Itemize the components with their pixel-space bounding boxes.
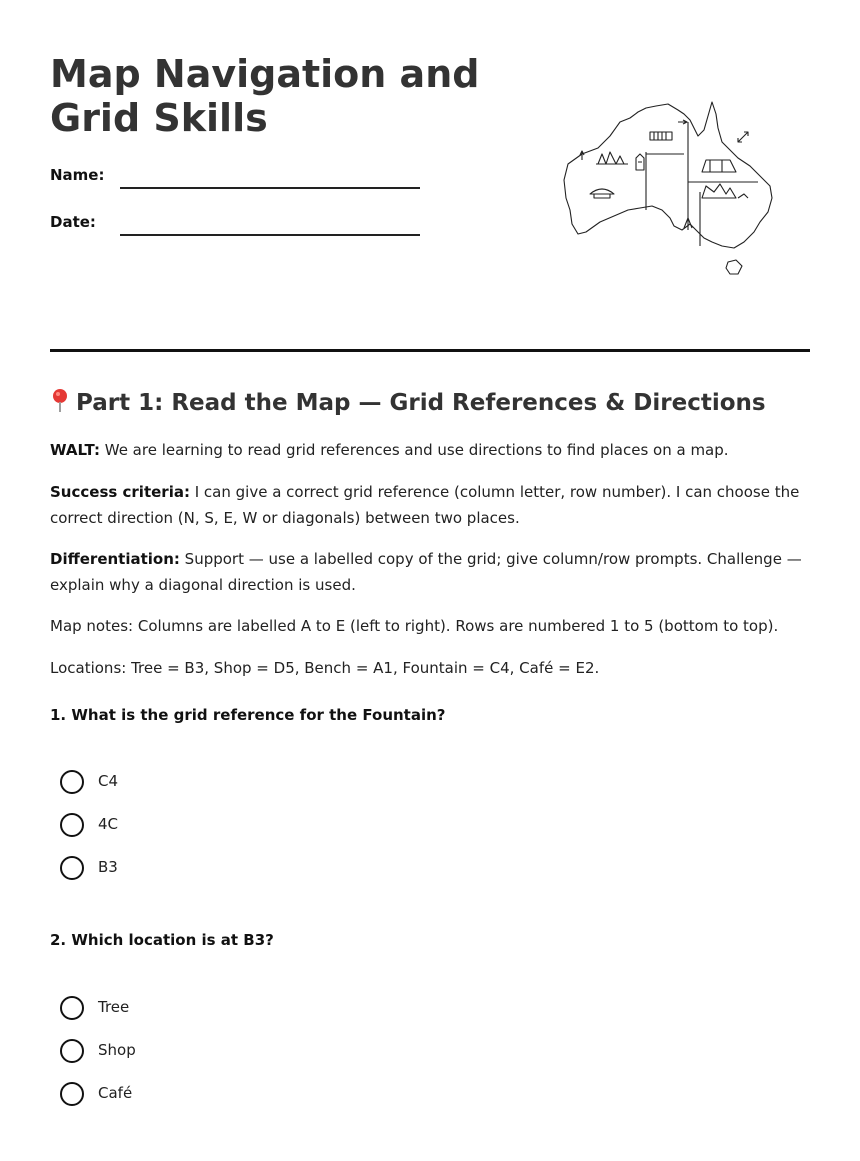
option-label: Shop: [98, 1041, 136, 1059]
walt-label: WALT:: [50, 441, 100, 459]
option-label: 4C: [98, 815, 119, 833]
option-label: B3: [98, 858, 118, 876]
worksheet-title: Map Navigation and Grid Skills: [50, 52, 480, 140]
name-line[interactable]: [120, 187, 420, 189]
radio-button[interactable]: [60, 996, 84, 1020]
success-criteria-label: Success criteria:: [50, 483, 190, 501]
radio-button[interactable]: [60, 1039, 84, 1063]
radio-button[interactable]: [60, 856, 84, 880]
differentiation-paragraph: [50, 546, 820, 598]
option-label: Café: [98, 1084, 133, 1102]
part1-heading-text: Part 1: Read the Map — Grid References & Directions: [76, 390, 766, 416]
walt-paragraph: [50, 437, 820, 463]
differentiation-label: Differentiation:: [50, 550, 180, 568]
walt-text: We are learning to read grid references and use directions to find places on a map.: [99, 441, 729, 459]
date-label: Date:: [50, 213, 96, 231]
locations-list: Locations: Tree = B3, Shop = D5, Bench = A1, Fountain = C4, Café = E2.: [50, 659, 600, 677]
differentiation-text: Support — use a labelled copy of the grid; give column/row prompts. Challenge — explain why a diagonal direction is used.: [50, 550, 802, 594]
success-criteria-text: I can give a correct grid reference (column letter, row number). I can choose the correct direction (N, S, E, W or diagonals) between two places.: [50, 483, 800, 527]
name-field[interactable]: [50, 166, 430, 196]
map-notes: Map notes: Columns are labelled A to E (left to right). Rows are numbered 1 to 5 (bottom to top).: [50, 617, 779, 635]
success-criteria-paragraph: [50, 479, 820, 531]
section-divider: [50, 349, 810, 352]
radio-button[interactable]: [60, 770, 84, 794]
name-label: Name:: [50, 166, 105, 184]
australia-map-icon: [558, 98, 774, 280]
question-2-title: 2. Which location is at B3?: [50, 931, 274, 949]
date-field[interactable]: [50, 213, 430, 243]
option-label: Tree: [98, 998, 130, 1016]
question-1-title: 1. What is the grid reference for the Fountain?: [50, 706, 446, 724]
radio-button[interactable]: [60, 1082, 84, 1106]
part1-heading: [50, 388, 766, 418]
radio-button[interactable]: [60, 813, 84, 837]
pin-icon: [50, 388, 76, 418]
date-line[interactable]: [120, 234, 420, 236]
option-label: C4: [98, 772, 119, 790]
